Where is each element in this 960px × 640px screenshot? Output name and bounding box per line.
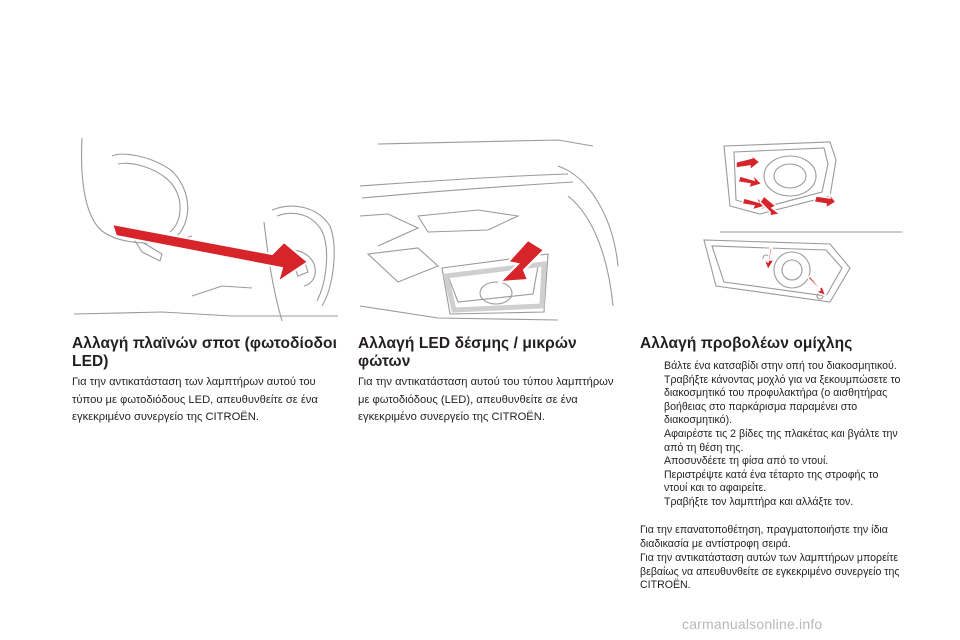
list-item: [640, 374, 902, 428]
list-item: [640, 496, 902, 510]
section-text: Για την αντικατάσταση αυτού του τύπου λαμπτήρων με φωτοδιόδους (LED), απευθυνθείτε σε ένα εγκεκριμένο συνεργείο της CITROËN.: [358, 376, 614, 423]
step-text: Τραβήξτε τον λαμπτήρα και αλλάξτε τον.: [664, 495, 854, 508]
steps-list: [640, 360, 902, 510]
step-text: Βάλτε ένα κατσαβίδι στην οπή του διακοσμητικού.: [664, 360, 897, 372]
fog-lamp-drawing: [640, 136, 902, 308]
list-item: [640, 469, 902, 496]
watermark-text: carmanualsonline.info: [682, 616, 823, 632]
side-mirror-illustration: [72, 136, 338, 326]
list-item: [640, 455, 902, 469]
step-text: Αφαιρέστε τις 2 βίδες της πλακέτας και βγάλτε την από τη θέση της.: [664, 427, 898, 454]
section-title: Αλλαγή LED δέσμης / μικρών φώτων: [358, 335, 577, 370]
red-arrow-icon: [112, 224, 308, 282]
step-text: Περιστρέψτε κατά ένα τέταρτο της στροφής το ντουί και το αφαιρείτε.: [664, 468, 879, 495]
reassembly-note: Για την επανατοποθέτηση, πραγματοποιήστε την ίδια διαδικασία με αντίστροφη σειρά.: [640, 524, 888, 550]
red-arrow-icon: [736, 154, 836, 296]
section-text: Για την αντικατάσταση των λαμπτήρων αυτού του τύπου με φωτοδιόδους LED, απευθυνθείτε σε ένα εγκεκριμένο συνεργείο της CITROËN.: [72, 376, 318, 423]
list-item: [640, 428, 902, 455]
dealer-note: Για την αντικατάσταση αυτών των λαμπτήρων μπορείτε βεβαίως να απευθυνθείτε σε εγκεκριμένο συνεργείο της CITROËN.: [640, 552, 900, 592]
mirror-drawing: [72, 136, 338, 326]
bumper-drawing: [358, 136, 620, 326]
section-title: Αλλαγή πλαϊνών σποτ (φωτοδίοδοι LED): [72, 335, 337, 370]
red-arrow-icon: [500, 240, 544, 282]
step-text: Τραβήξτε κάνοντας μοχλό για να ξεκουμπώσετε το διακοσμητικό του προφυλακτήρα (ο αισθητήρας βοήθειας στο παρκάρισμα παραμένει στο διακοσμητικό).: [664, 373, 901, 427]
list-item: [640, 360, 902, 374]
section-title: Αλλαγή προβολέων ομίχλης: [640, 335, 853, 352]
bumper-led-illustration: [358, 136, 620, 326]
fog-lamp-illustration: [640, 136, 902, 308]
step-text: Αποσυνδέετε τη φίσα από το ντουί.: [664, 455, 829, 468]
